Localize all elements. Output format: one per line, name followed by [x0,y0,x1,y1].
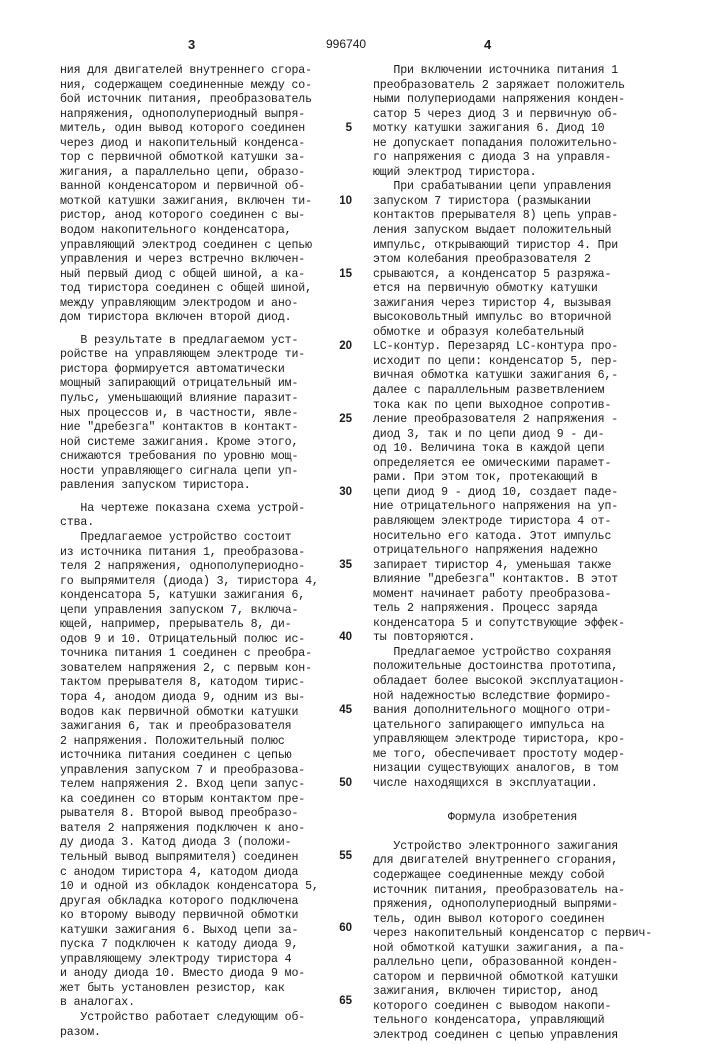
claims-text-line: пряжения, однополупериодный выпрями- [373,898,619,912]
text-line: ние отрицательного напряжения на уп- [373,500,619,514]
text-line: зователем напряжения 2, с первым кон- [60,661,312,675]
text-line: ства. [60,516,95,530]
text-line: равления запуском тиристора. [60,479,251,493]
text-line: с анодом тиристора 4, катодом диода [60,865,299,879]
page-number-right: 4 [484,37,492,52]
text-line: не допускает попадания положительно- [373,136,619,150]
text-line: ный первый диод с общей шиной, а ка- [60,267,306,281]
claims-text-line: источник питания, преобразователь на- [373,883,625,897]
line-number: 10 [339,194,352,207]
text-line: источника питания соединен с цепью [60,749,292,763]
text-line: снижаются требования по уровню мощ- [60,450,299,464]
text-line: рами. При этом ток, протекающий в [373,471,598,485]
text-line: зажигания 6, так и преобразователя [60,720,292,734]
claims-text-line: электрод соединен с цепью управления [373,1029,619,1042]
text-line: ка соединен со вторым контактом пре- [60,792,306,806]
spacer [373,826,673,840]
line-number: 35 [339,558,352,571]
text-line: между управляющим электродом и ано- [60,296,299,310]
text-line: диод 3, так и по цепи диод 9 - ди- [373,427,605,441]
text-line: рывателя 8. Второй вывод преобразо- [60,807,299,821]
text-line: При включении источника питания 1 [373,64,619,77]
text-line: исходит по цепи: конденсатор 5, пер- [373,354,619,368]
claims-text-line: которого соединен с выводом накопи- [373,999,612,1013]
text-line: импульс, открывающий тиристор 4. При [373,238,619,252]
line-number: 60 [339,922,352,935]
text-line: момент начинает работу преобразова- [373,587,612,601]
line-number: 40 [339,631,352,644]
text-line: зажигания через тиристор 4, вызывая [373,296,612,310]
text-line: обладает более высокой эксплуатацион- [373,674,625,688]
text-line: далее с параллельным разветвлением [373,384,605,398]
text-line: отрицательного напряжения надежно [373,544,598,558]
text-line: ванной конденсатором и первичной об- [60,180,306,194]
text-line: управляющем электроде тиристора, кро- [373,733,625,747]
text-line: ление преобразователя 2 напряжения - [373,413,619,427]
text-line: влияние "дребезга" контактов. В этот [373,573,619,587]
page-header [0,37,707,57]
text-line: ющий электрод тиристора. [373,165,537,179]
text-line: управляющему электроду тиристора 4 [60,952,292,966]
line-number: 20 [339,340,352,353]
claims-text-line: зажигания, включен тиристор, анод [373,985,598,999]
claims-text-line: через накопительный конденсатор с первич- [373,927,653,941]
text-line: тактом прерывателя 8, катодом тирис- [60,676,306,690]
text-line: запуском 7 тиристора (размыкании [373,194,591,208]
claims-text-line: содержащее соединенные между собой [373,868,605,882]
text-line: од 10. Величина тока в каждой цепи [373,442,605,456]
text-line: ко второму выводу первичной обмотки [60,909,299,923]
text-line: Устройство работает следующим об- [60,1011,306,1024]
line-number: 15 [339,267,352,280]
text-line: контактов прерывателя 8) цепь управ- [373,209,619,223]
text-line: высоковольтный импульс во вторичной [373,311,612,325]
line-number: 65 [339,995,352,1008]
text-line: жигания, а параллельно цепи, образо- [60,165,306,179]
text-line [60,494,325,502]
text-line: преобразователь 2 заряжает положитель [373,78,625,92]
patent-number: 996740 [326,37,367,51]
text-line: мощный запирающий отрицательный им- [60,377,299,391]
text-line: напряжения, однополупериодный выпря- [60,107,306,121]
text-line [60,326,325,334]
text-line: теля 2 напряжения, однополупериодно- [60,560,306,574]
text-line: ния для двигателей внутреннего сгора- [60,64,312,77]
text-line: го напряжения с диода 3 на управля- [373,151,612,165]
text-line: ду диода 3. Катод диода 3 (положи- [60,836,292,850]
text-line: ния, содержащем соединенные между со- [60,78,312,92]
text-line: и аноду диода 10. Вместо диода 9 мо- [60,967,306,981]
text-line: разом. [60,1025,101,1039]
text-line: ме того, обеспечивает простоту модер- [373,747,625,761]
text-line: ности управляющего сигнала цепи уп- [60,464,299,478]
text-line: в аналогах. [60,996,135,1010]
text-line: дом тиристора включен второй диод. [60,311,292,325]
text-line: управления и через встречно включен- [60,253,306,267]
text-line: При срабатывании цепи управления [373,180,612,194]
text-line: На чертеже показана схема устрой- [60,501,306,515]
text-line: катушки зажигания 6. Выход цепи за- [60,923,299,937]
text-line: ется на первичную обмотку катушки [373,282,598,296]
text-line: низации существующих аналогов, в том [373,762,619,776]
text-line: водом накопительного конденсатора, [60,224,292,238]
text-line: вичная обмотка катушки зажигания 6,- [373,369,619,383]
text-line: Предлагаемое устройство сохраняя [373,645,612,659]
text-line: ными полупериодами напряжения конден- [373,93,625,107]
text-line: моткой катушки зажигания, включен ти- [60,194,312,208]
right-column-text [373,64,673,1044]
text-line: тора 4, анодом диода 9, одним из вы- [60,690,306,704]
text-line: управления запуском 7 и преобразова- [60,763,306,777]
text-line: пуска 7 подключен к катоду диода 9, [60,938,299,952]
text-line: другая обкладка которого подключена [60,894,299,908]
text-line: мотку катушки зажигания 6. Диод 10 [373,122,605,136]
claims-text-line: раллельно цепи, образованной конден- [373,956,619,970]
claims-text-line: тель, один вывол которого соединен [373,912,605,926]
text-line: ных процессов и, в частности, явле- [60,406,299,420]
line-number: 30 [339,485,352,498]
text-line: пульс, уменьшающий влияние паразит- [60,392,299,406]
page-number-left: 3 [188,37,196,52]
text-line: срываются, а конденсатор 5 разряжа- [373,267,612,281]
text-line: митель, один вывод которого соединен [60,122,306,136]
claims-heading: Формула изобретения [373,811,578,825]
claims-text-line: ной обмоткой катушки зажигания, а па- [373,941,625,955]
text-line: го выпрямителя (диода) 3, тиристора 4, [60,574,319,588]
line-number: 45 [339,704,352,717]
text-line: определяется ее омическими парамет- [373,456,612,470]
text-line: цательного запирающего импульса на [373,718,605,732]
text-line: точника питания 1 соединен с преобра- [60,647,312,661]
text-line: через диод и накопительный конденса- [60,136,306,150]
text-line: ты повторяются. [373,631,476,645]
line-number: 55 [339,849,352,862]
claims-text-line: для двигателей внутреннего сгорания, [373,854,619,868]
text-line: тельный вывод выпрямителя) соединен [60,850,299,864]
text-line: LC-контур. Перезаряд LC-контура про- [373,340,619,354]
spacer [373,791,673,811]
text-line: Предлагаемое устройство состоит [60,530,292,544]
text-line: управляющий электрод соединен с цепью [60,238,312,252]
text-line: ной системе зажигания. Кроме этого, [60,435,299,449]
text-line: положительные достоинства прототипа, [373,660,619,674]
text-line: В результате в предлагаемом уст- [60,333,299,347]
text-line: ристора формируется автоматически [60,362,285,376]
text-line: одов 9 и 10. Отрицательный полюс ис- [60,632,306,646]
text-line: конденсатора 5, катушки зажигания 6, [60,589,306,603]
text-line: телем напряжения 2. Вход цепи запус- [60,778,306,792]
text-line: конденсатора 5 и сопутствующие эффек- [373,616,625,630]
text-line: вания дополнительного мощного отри- [373,704,612,718]
text-line: ной надежностью вследствие формиро- [373,689,612,703]
text-line: цепи диод 9 - диод 10, создает паде- [373,485,619,499]
text-line: цепи управления запуском 7, включа- [60,603,299,617]
text-line: из источника питания 1, преобразова- [60,545,306,559]
claims-text-line: сатором и первичной обмоткой катушки [373,970,619,984]
text-line: ления запуском выдает положительный [373,224,612,238]
text-line: бой источник питания, преобразователь [60,93,312,107]
text-line: ройстве на управляющем электроде ти- [60,348,306,362]
text-line: сатор 5 через диод 3 и первичную об- [373,107,619,121]
text-line: водов как первичной обмотки катушки [60,705,299,719]
text-line: тель 2 напряжения. Процесс заряда [373,602,598,616]
claims-text-line: Устройство электронного зажигания [373,839,619,853]
line-number: 50 [339,776,352,789]
text-line: жет быть установлен резистор, как [60,981,285,995]
line-number: 25 [339,413,352,426]
text-line: этом колебания преобразователя 2 [373,253,591,267]
text-line: обмотке и образуя колебательный [373,325,585,339]
text-line: запирает тиристор 4, уменьшая также [373,558,612,572]
text-line: равляющем электроде тиристора 4 от- [373,514,612,528]
text-line: тор с первичной обмоткой катушки за- [60,151,306,165]
text-line: ющей, например, прерыватель 8, ди- [60,618,292,632]
text-line: ние "дребезга" контактов в контакт- [60,421,299,435]
text-line: вателя 2 напряжения подключен к ано- [60,821,306,835]
text-line: носительно его катода. Этот импульс [373,529,612,543]
text-line: 2 напряжения. Положительный полюс [60,734,285,748]
text-line: тод тиристора соединен с общей шиной, [60,282,312,296]
left-column-text [60,64,325,1040]
text-line: тока как по цепи выходное сопротив- [373,398,612,412]
line-number: 5 [345,122,352,135]
text-line: числе находящихся в эксплуатации. [373,776,598,790]
claims-text-line: тельного конденсатора, управляющий [373,1014,605,1028]
text-line: 10 и одной из обкладок конденсатора 5, [60,880,319,894]
text-line: ристор, анод которого соединен с вы- [60,209,306,223]
